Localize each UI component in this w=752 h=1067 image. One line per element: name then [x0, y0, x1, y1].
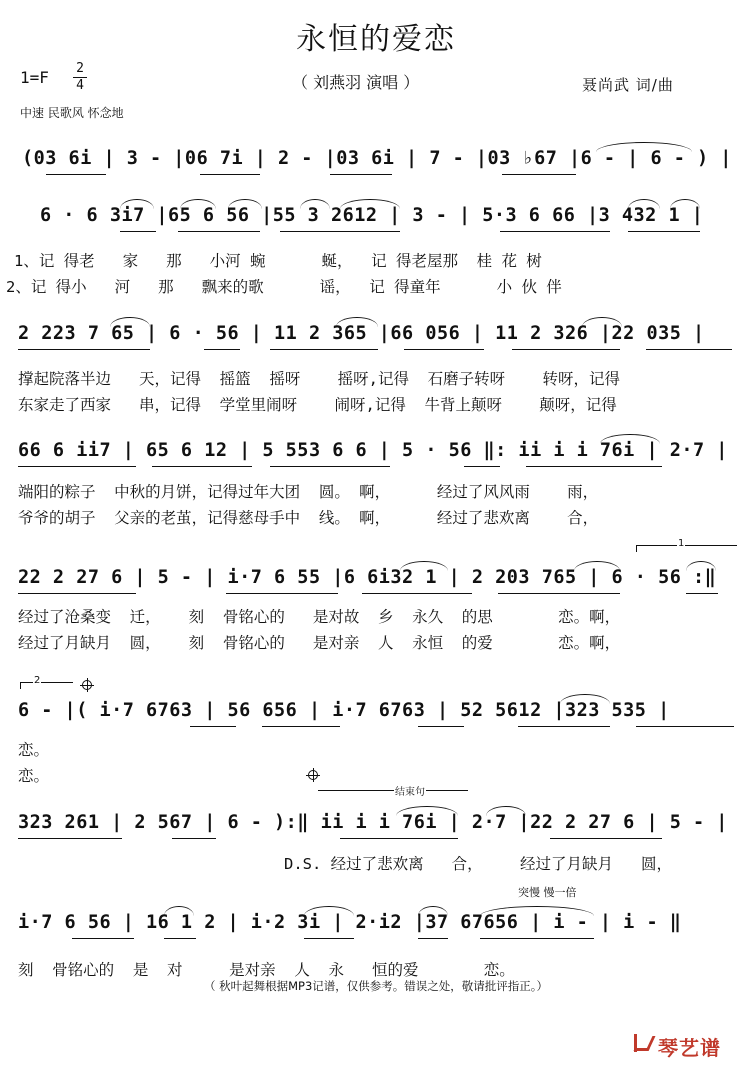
slur [560, 694, 610, 704]
logo-text: 琴艺谱 [658, 1036, 721, 1060]
slur [396, 806, 458, 816]
underline-beam [636, 726, 734, 727]
slur [228, 199, 262, 209]
underline-beam [18, 349, 150, 350]
slur [628, 199, 660, 209]
underline-beam [628, 231, 700, 232]
underline-beam [500, 231, 610, 232]
coda-bracket [318, 787, 468, 798]
underline-beam [164, 938, 196, 939]
slur [164, 906, 194, 916]
underline-beam [178, 231, 260, 232]
volta-2-label: 2 [34, 675, 41, 686]
underline-beam [304, 938, 354, 939]
coda-label: 结束句 [394, 783, 426, 798]
tempo-change-marking: 突慢 慢一倍 [518, 886, 577, 899]
slur [340, 199, 400, 209]
underline-beam [18, 466, 136, 467]
underline-beam [418, 938, 448, 939]
slur [596, 142, 692, 152]
underline-beam [418, 726, 464, 727]
tempo-marking: 中速 民歌风 怀念地 [20, 106, 124, 120]
underline-beam [262, 726, 340, 727]
lyric-verse-2: 2、记 得小 河 那 飘来的歌 谣， 记 得童年 小 伙 伴 [6, 278, 562, 296]
footnote: （ 秋叶起舞根据MP3记谱，仅供参考。错误之处，敬请批评指正。） [203, 979, 549, 993]
lyric-verse-1: 撑起院落半边 天，记得 摇篮 摇呀 摇呀,记得 石磨子转呀 转呀，记得 [18, 370, 620, 388]
notation-line: 6 · 6 3i7 |65 6 56 |55 3 2612 | 3 - | 5·3 6 66 |3 432 1 | [40, 205, 704, 226]
lyric-verse-1: 1、记 得老 家 那 小河 蜿 蜒， 记 得老屋那 桂 花 树 [14, 252, 542, 270]
underline-beam [646, 349, 732, 350]
time-numerator: 2 [76, 61, 84, 76]
underline-beam [18, 593, 136, 594]
slur [574, 561, 620, 571]
lyric-verse-2: 东家走了西家 串，记得 学堂里闹呀 闹呀,记得 牛背上颠呀 颠呀，记得 [18, 396, 617, 414]
notation-line: (03 6i | 3 - |06 7i | 2 - |03 6i | 7 - |03 ♭67 |6 - | 6 - ) | [22, 148, 732, 169]
lyric-verse-1: 经过了沧桑变 迁， 刻 骨铭心的 是对故 乡 永久 的思 恋。啊， [18, 608, 621, 626]
time-denominator: 4 [76, 78, 84, 93]
underline-beam [120, 231, 156, 232]
underline-beam [550, 838, 662, 839]
underline-beam [340, 838, 458, 839]
underline-beam [226, 593, 338, 594]
underline-beam [498, 593, 620, 594]
composer-credit: 聂尚武 词/曲 [582, 76, 674, 94]
notation-line: 22 2 27 6 | 5 - | i·7 6 55 |6 6i32 1 | 2 203 765 | 6 · 56 :‖ [18, 567, 717, 588]
slur [400, 561, 448, 571]
underline-beam [526, 466, 662, 467]
logo-mark-icon [632, 1032, 654, 1056]
underline-beam [512, 349, 620, 350]
underline-beam [72, 938, 134, 939]
underline-beam [280, 231, 400, 232]
slur [300, 199, 330, 209]
underline-beam [362, 593, 472, 594]
underline-beam [502, 174, 576, 175]
notation-line: 2 223 7 65 | 6 · 56 | 11 2 365 |66 056 | 11 2 326 |22 035 | [18, 323, 705, 344]
page-title: 永恒的爱恋 [296, 22, 456, 57]
coda-sign [80, 678, 94, 692]
first-ending-bracket [636, 538, 737, 552]
time-signature [73, 62, 87, 93]
slur [120, 199, 154, 209]
underline-beam [464, 466, 500, 467]
second-ending-bracket [20, 675, 73, 689]
slur [180, 199, 216, 209]
underline-beam [18, 838, 122, 839]
singer-credit: （ 刘燕羽 演唱 ） [292, 73, 420, 92]
slur [110, 317, 150, 327]
notation-line: 323 261 | 2 567 | 6 - ):‖ ii i i 76i | 2·7 |22 2 27 6 | 5 - | [18, 812, 728, 833]
lyric-verse-2: 恋。 [18, 767, 50, 785]
notation-line: 66 6 ii7 | 65 6 12 | 5 553 6 6 | 5 · 56 ‖: ii i i 76i | 2·7 | [18, 440, 728, 461]
slur [486, 806, 526, 816]
underline-beam [270, 349, 378, 350]
slur [686, 561, 716, 571]
slur [418, 906, 448, 916]
underline-beam [686, 593, 718, 594]
slur [582, 317, 622, 327]
underline-beam [330, 174, 392, 175]
slur [336, 317, 378, 327]
lyric-verse-1: 刻 骨铭心的 是 对 是对亲 人 永 恒的爱 恋。 [18, 961, 515, 979]
notation-line: i·7 6 56 | 16 1 2 | i·2 3i | 2·i2 |37 67656 | i - | i - ‖ [18, 912, 682, 933]
underline-beam [270, 466, 390, 467]
volta-1-label: 1 [678, 538, 685, 549]
underline-beam [404, 349, 484, 350]
lyric-verse-2: 经过了月缺月 圆， 刻 骨铭心的 是对亲 人 永恒 的爱 恋。啊， [18, 634, 621, 652]
slur [480, 906, 594, 916]
notation-line: 6 - |( i·7 6763 | 56 656 | i·7 6763 | 52 5612 |323 535 | [18, 700, 670, 721]
lyric-verse-1: 端阳的粽子 中秋的月饼，记得过年大团 圆。 啊， 经过了风风雨 雨， [18, 483, 599, 501]
underline-beam [480, 938, 594, 939]
underline-beam [190, 726, 236, 727]
site-logo [632, 1032, 742, 1058]
coda-sign [306, 768, 320, 782]
underline-beam [518, 726, 610, 727]
lyric-verse-2: 爷爷的胡子 父亲的老茧，记得慈母手中 线。 啊， 经过了悲欢离 合， [18, 509, 599, 527]
slur [304, 906, 354, 916]
underline-beam [200, 174, 260, 175]
slur [600, 434, 660, 444]
key-signature: 1=F [20, 68, 49, 87]
underline-beam [46, 174, 106, 175]
underline-beam [204, 349, 240, 350]
underline-beam [152, 466, 252, 467]
slur [670, 199, 700, 209]
lyric-verse-1: D.S. 经过了悲欢离 合， 经过了月缺月 圆， [284, 855, 672, 873]
lyric-verse-1: 恋。 [18, 741, 50, 759]
underline-beam [172, 838, 216, 839]
